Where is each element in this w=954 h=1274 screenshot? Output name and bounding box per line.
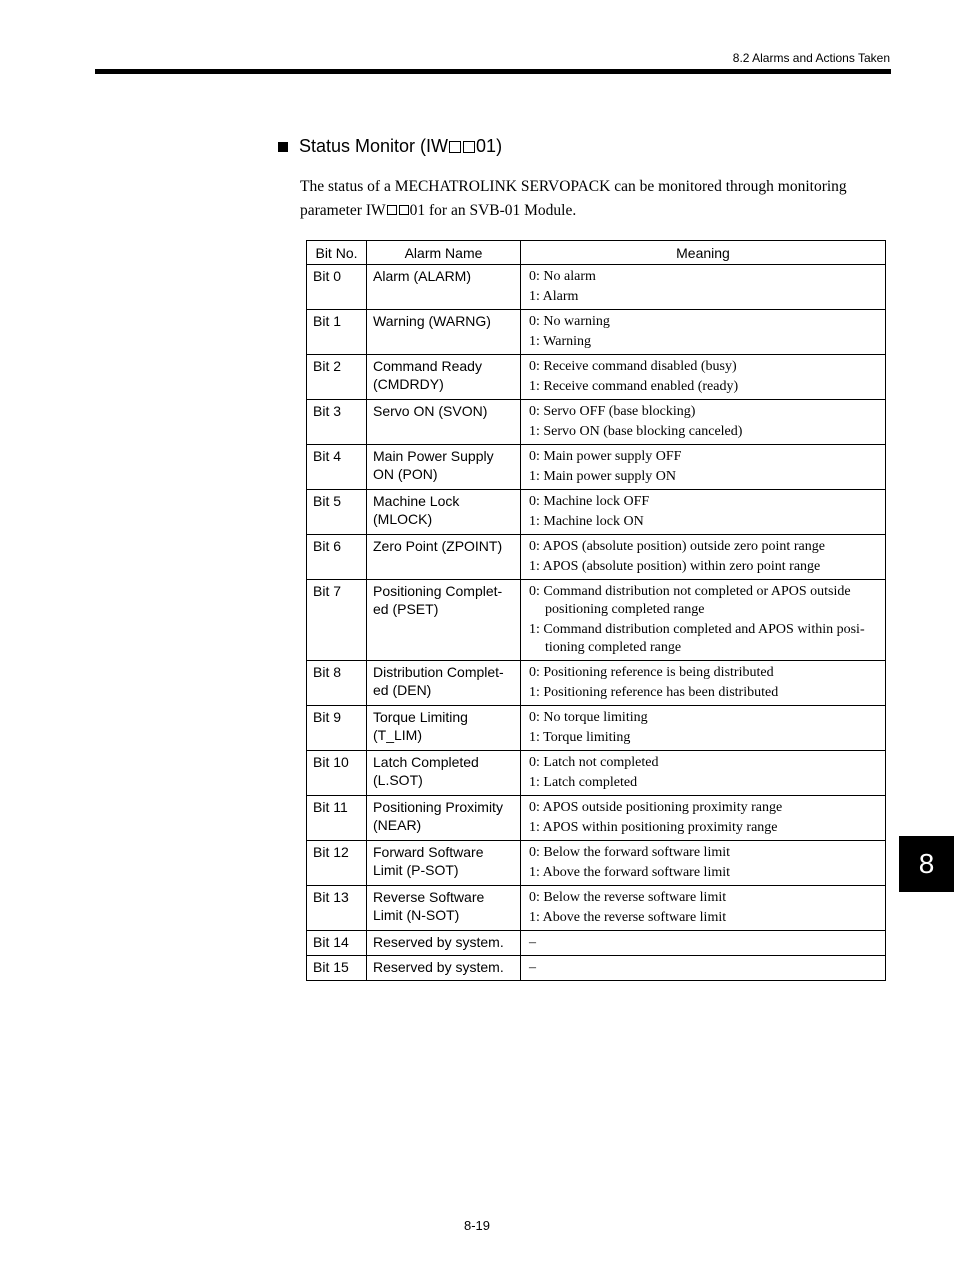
bit-number-cell: Bit 7 — [307, 580, 367, 661]
meaning-line: 1: Positioning reference has been distributed — [529, 685, 779, 700]
placeholder-box-icon — [387, 205, 397, 215]
meaning-line: 0: Below the reverse software limit — [529, 890, 727, 905]
column-header-bit-no: Bit No. — [307, 241, 367, 265]
meaning-cell — [521, 265, 886, 310]
bit-number-cell: Bit 12 — [307, 841, 367, 886]
meaning-line: 0: No alarm — [529, 269, 596, 284]
bit-number-cell: Bit 3 — [307, 400, 367, 445]
header-rule — [95, 69, 891, 74]
bit-number-cell: Bit 14 — [307, 931, 367, 956]
placeholder-box-icon — [399, 205, 409, 215]
table-row — [307, 445, 886, 490]
meaning-line: 0: Command distribution not completed or APOS outside positioning completed range — [529, 584, 851, 617]
alarm-name-cell: Positioning Proximity (NEAR) — [367, 796, 521, 841]
alarm-name-cell: Reserved by system. — [367, 956, 521, 981]
table-row — [307, 706, 886, 751]
bit-number-cell: Bit 13 — [307, 886, 367, 931]
meaning-line: 1: APOS (absolute position) within zero point range — [529, 559, 821, 574]
bit-number-cell: Bit 11 — [307, 796, 367, 841]
meaning-line: – — [529, 935, 536, 950]
meaning-cell — [521, 796, 886, 841]
bit-number-cell: Bit 8 — [307, 661, 367, 706]
meaning-line: 1: Machine lock ON — [529, 514, 644, 529]
meaning-line: 0: No torque limiting — [529, 710, 648, 725]
column-header-alarm-name: Alarm Name — [367, 241, 521, 265]
intro-text-part1: The status of a MECHATROLINK SERVOPACK can be monitored through monitoring parameter IW — [300, 178, 847, 219]
placeholder-box-icon — [463, 141, 475, 153]
meaning-line: 0: Servo OFF (base blocking) — [529, 404, 696, 419]
table-row — [307, 931, 886, 956]
page-number: 8-19 — [463, 1218, 491, 1233]
meaning-line: 1: Main power supply ON — [529, 469, 676, 484]
intro-text-part2: 01 for an SVB-01 Module. — [409, 202, 577, 219]
bit-number-cell: Bit 9 — [307, 706, 367, 751]
table-row — [307, 535, 886, 580]
alarm-name-cell: Distribution Complet-ed (DEN) — [367, 661, 521, 706]
table-row — [307, 796, 886, 841]
placeholder-box-icon — [449, 141, 461, 153]
alarm-name-cell: Torque Limiting (T_LIM) — [367, 706, 521, 751]
table-row — [307, 751, 886, 796]
meaning-cell — [521, 706, 886, 751]
alarm-name-cell: Positioning Complet-ed (PSET) — [367, 580, 521, 661]
intro-paragraph — [300, 175, 880, 223]
bit-number-cell: Bit 10 — [307, 751, 367, 796]
table-row — [307, 265, 886, 310]
table-row — [307, 841, 886, 886]
meaning-line: 1: Torque limiting — [529, 730, 631, 745]
meaning-cell — [521, 355, 886, 400]
table-row — [307, 580, 886, 661]
meaning-cell — [521, 956, 886, 981]
table-row — [307, 956, 886, 981]
meaning-line: 0: Main power supply OFF — [529, 449, 682, 464]
bit-number-cell: Bit 4 — [307, 445, 367, 490]
square-bullet-icon — [278, 142, 288, 152]
bit-number-cell: Bit 2 — [307, 355, 367, 400]
running-header: 8.2 Alarms and Actions Taken — [732, 51, 890, 65]
bit-number-cell: Bit 15 — [307, 956, 367, 981]
meaning-line: – — [529, 960, 536, 975]
meaning-cell — [521, 490, 886, 535]
alarm-name-cell: Alarm (ALARM) — [367, 265, 521, 310]
alarm-name-cell: Command Ready (CMDRDY) — [367, 355, 521, 400]
section-title — [278, 136, 502, 157]
chapter-tab: 8 — [899, 836, 954, 892]
table-row — [307, 355, 886, 400]
alarm-name-cell: Warning (WARNG) — [367, 310, 521, 355]
meaning-cell — [521, 886, 886, 931]
meaning-cell — [521, 445, 886, 490]
alarm-name-cell: Zero Point (ZPOINT) — [367, 535, 521, 580]
meaning-line: 0: Receive command disabled (busy) — [529, 359, 737, 374]
meaning-line: 0: Positioning reference is being distributed — [529, 665, 774, 680]
meaning-cell — [521, 400, 886, 445]
section-title-prefix: Status Monitor (IW — [299, 136, 449, 156]
meaning-line: 1: APOS within positioning proximity range — [529, 820, 778, 835]
meaning-line: 0: Machine lock OFF — [529, 494, 650, 509]
table-row — [307, 400, 886, 445]
alarm-name-cell: Reverse Software Limit (N-SOT) — [367, 886, 521, 931]
meaning-line: 1: Command distribution completed and APOS within posi-tioning completed range — [529, 622, 865, 655]
column-header-meaning: Meaning — [521, 241, 886, 265]
meaning-line: 1: Above the reverse software limit — [529, 910, 727, 925]
meaning-cell — [521, 535, 886, 580]
meaning-line: 1: Above the forward software limit — [529, 865, 731, 880]
meaning-line: 0: APOS (absolute position) outside zero point range — [529, 539, 825, 554]
meaning-line: 1: Latch completed — [529, 775, 638, 790]
alarm-name-cell: Latch Completed (L.SOT) — [367, 751, 521, 796]
bit-number-cell: Bit 5 — [307, 490, 367, 535]
meaning-line: 1: Alarm — [529, 289, 579, 304]
alarm-name-cell: Reserved by system. — [367, 931, 521, 956]
meaning-cell — [521, 751, 886, 796]
alarm-name-cell: Servo ON (SVON) — [367, 400, 521, 445]
alarm-name-cell: Main Power Supply ON (PON) — [367, 445, 521, 490]
status-monitor-table — [306, 240, 886, 981]
bit-number-cell: Bit 1 — [307, 310, 367, 355]
meaning-line: 0: No warning — [529, 314, 610, 329]
table-header-row — [307, 241, 886, 265]
bit-number-cell: Bit 6 — [307, 535, 367, 580]
table-row — [307, 886, 886, 931]
meaning-cell — [521, 841, 886, 886]
alarm-name-cell: Forward Software Limit (P-SOT) — [367, 841, 521, 886]
meaning-cell — [521, 931, 886, 956]
meaning-line: 1: Servo ON (base blocking canceled) — [529, 424, 743, 439]
meaning-line: 0: APOS outside positioning proximity range — [529, 800, 783, 815]
meaning-line: 1: Warning — [529, 334, 591, 349]
table-row — [307, 661, 886, 706]
meaning-line: 1: Receive command enabled (ready) — [529, 379, 739, 394]
meaning-line: 0: Latch not completed — [529, 755, 659, 770]
alarm-name-cell: Machine Lock (MLOCK) — [367, 490, 521, 535]
table-row — [307, 310, 886, 355]
meaning-line: 0: Below the forward software limit — [529, 845, 731, 860]
table-body — [307, 265, 886, 981]
meaning-cell — [521, 661, 886, 706]
table-row — [307, 490, 886, 535]
bit-number-cell: Bit 0 — [307, 265, 367, 310]
meaning-cell — [521, 580, 886, 661]
section-title-suffix: 01) — [476, 136, 503, 156]
meaning-cell — [521, 310, 886, 355]
